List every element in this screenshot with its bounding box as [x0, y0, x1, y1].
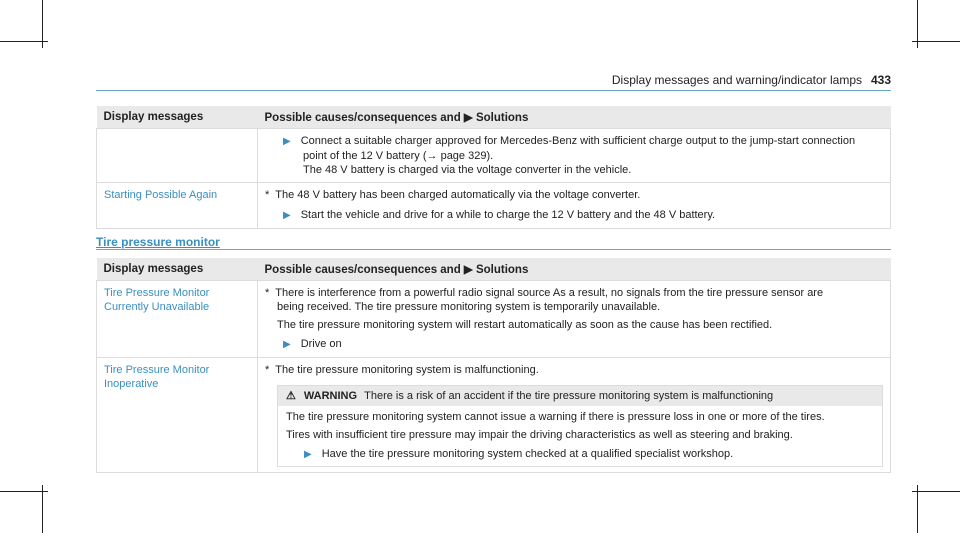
header-rule [96, 90, 891, 91]
display-messages-table-1 [96, 106, 891, 229]
column-header-messages: Display messages [97, 106, 258, 129]
solution-text: Connect a suitable charger approved for Mercedes-Benz with sufficient charge output to the jump-start connection [300, 135, 856, 147]
solution-text: The 48 V battery is charged via the voltage converter in the vehicle. [303, 164, 632, 176]
section-rule [96, 249, 891, 250]
solution-text: point of the 12 V battery (→ page 329). [303, 150, 494, 162]
warning-label: WARNING [303, 390, 358, 402]
crop-mark [0, 491, 48, 492]
cause-text: The tire pressure monitoring system is malfunctioning. [275, 364, 539, 376]
cause-cell [258, 129, 891, 183]
running-header: Display messages and warning/indicator lamps [611, 73, 862, 87]
crop-mark [42, 485, 43, 533]
table-row [97, 281, 891, 358]
warning-box [277, 385, 883, 467]
message-cell: Tire Pressure Monitor Currently Unavailable [97, 281, 258, 358]
table-row [97, 358, 891, 473]
warning-body [278, 406, 882, 466]
cause-cell: * The tire pressure monitoring system is malfunctioning. ⚠ WARNING There is a risk of an accident if the tire pressure monitoring system is malfunctioning The tire pressure monitoring system cannot issue a warning if there is pressure loss in one or more of the tires. Tires with insufficient tire pressure may impair the driving characteristics as well as steering and braking. ▶ Have the tire pressure monitoring system checked at a qualified specialist workshop. [258, 358, 891, 473]
cause-cell: * There is interference from a powerful radio signal source As a result, no signals from the tire pressure sensor are being received. The tire pressure monitoring system is temporarily unavailable. The tire pressure monitoring system will restart automatically as soon as the cause has been rectified. ▶ Drive on [258, 281, 891, 358]
cause-text: being received. The tire pressure monitoring system is temporarily unavailable. [277, 301, 661, 313]
arrow-icon: ▶ [304, 449, 312, 460]
warning-header [278, 386, 882, 406]
solution-text: Have the tire pressure monitoring system checked at a qualified specialist workshop. [321, 448, 734, 460]
cause-cell: * The 48 V battery has been charged automatically via the voltage converter. ▶ Start the vehicle and drive for a while to charge the 12 V battery and the 48 V battery. [258, 183, 891, 229]
column-header-messages: Display messages [97, 258, 258, 281]
warning-text: The tire pressure monitoring system cannot issue a warning if there is pressure loss in one or more of the tires. [286, 411, 825, 423]
display-messages-table-2 [96, 258, 891, 473]
crop-mark [0, 41, 48, 42]
table-row [97, 183, 891, 229]
column-header-causes: Possible causes/consequences and ▶ Solutions [258, 258, 891, 281]
crop-mark [912, 41, 960, 42]
arrow-icon: ▶ [283, 339, 291, 350]
solution-text: Start the vehicle and drive for a while to charge the 12 V battery and the 48 V battery. [300, 209, 716, 221]
table-row [97, 129, 891, 183]
message-cell: Tire Pressure Monitor Inoperative [97, 358, 258, 473]
message-cell: Starting Possible Again [97, 183, 258, 229]
crop-mark [912, 491, 960, 492]
warning-heading: There is a risk of an accident if the tire pressure monitoring system is malfunctioning [364, 390, 774, 402]
warning-triangle-icon: ⚠ [286, 390, 296, 402]
cause-text: The tire pressure monitoring system will restart automatically as soon as the cause has been rectified. [277, 319, 773, 331]
arrow-icon: ▶ [283, 210, 291, 221]
section-title: Tire pressure monitor [96, 235, 220, 249]
column-header-causes: Possible causes/consequences and ▶ Solutions [258, 106, 891, 129]
cause-text: The 48 V battery has been charged automatically via the voltage converter. [275, 189, 641, 201]
arrow-icon: ▶ [283, 136, 291, 147]
warning-text: Tires with insufficient tire pressure may impair the driving characteristics as well as steering and braking. [286, 429, 793, 441]
crop-mark [917, 485, 918, 533]
message-cell [97, 129, 258, 183]
page-number: 433 [870, 73, 891, 87]
cause-text: There is interference from a powerful radio signal source As a result, no signals from the tire pressure sensor are [275, 287, 824, 299]
solution-text: Drive on [300, 338, 342, 350]
